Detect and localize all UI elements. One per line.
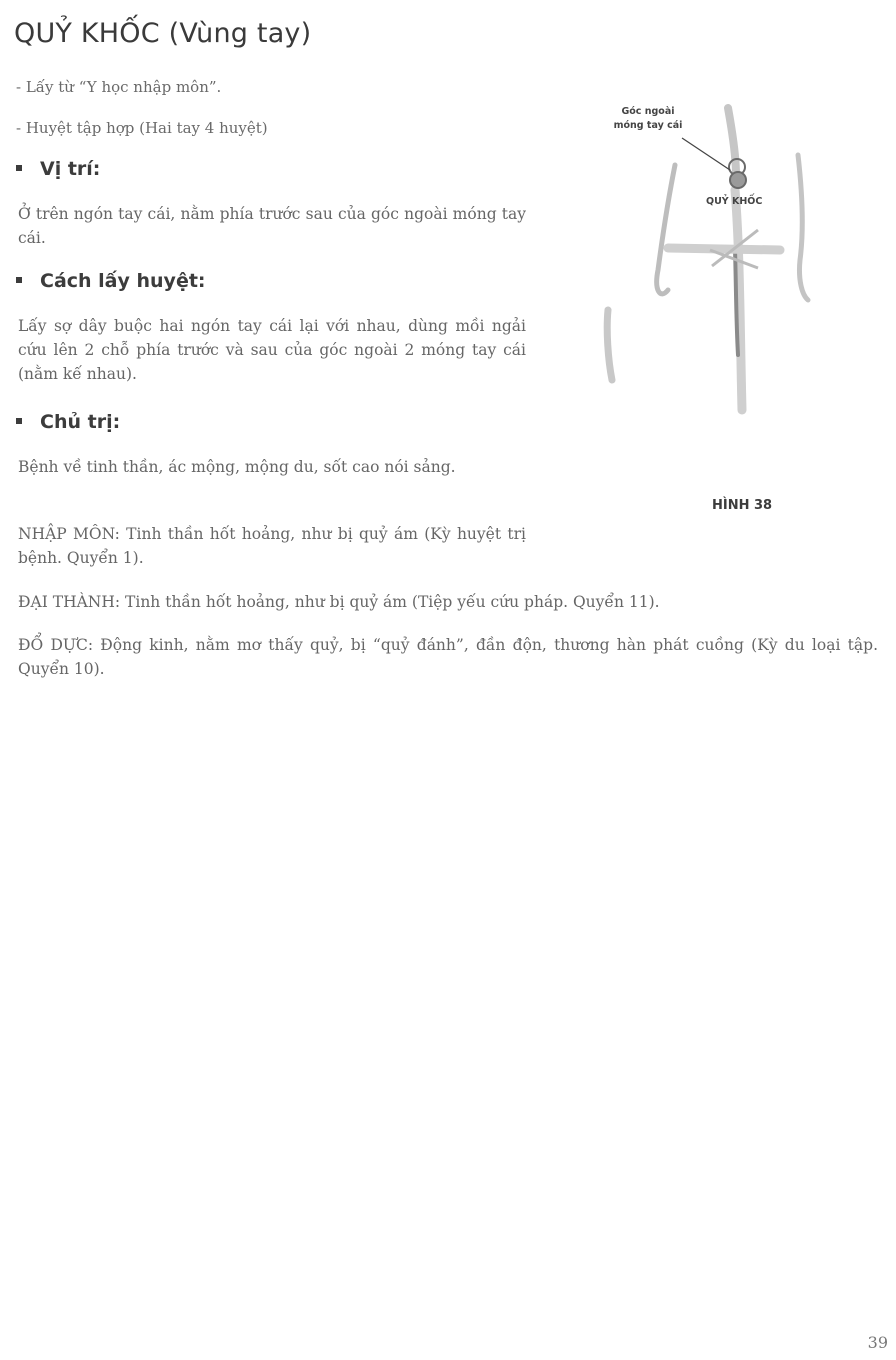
bullet-icon [16, 277, 22, 283]
section-heading-cach-lay-huyet [16, 270, 206, 292]
chu-tri-text: Bệnh về tinh thần, ác mộng, mộng du, sốt cao nói sảng. [18, 458, 456, 476]
hand-illustration [580, 100, 820, 450]
section-heading-chu-tri [16, 411, 120, 433]
page-number: 39 [867, 1333, 888, 1352]
reference-do-duc: ĐỔ DỰC: Động kinh, nằm mơ thấy quỷ, bị “quỷ đánh”, đần độn, thương hàn phát cuồng (Kỳ du loại tập. Quyển 10). [18, 636, 878, 678]
heading-label: Chủ trị: [40, 411, 121, 433]
group-note: - Huyệt tập hợp (Hai tay 4 huyệt) [16, 119, 268, 137]
reference-dai-thanh: ĐẠI THÀNH: Tinh thần hốt hoảng, như bị quỷ ám (Tiệp yếu cứu pháp. Quyển 11). [18, 593, 660, 611]
section-heading-vi-tri [16, 158, 100, 180]
source-note: - Lấy từ “Y học nhập môn”. [16, 78, 222, 96]
point-label: QUỶ KHỐC [706, 196, 763, 207]
reference-nhap-mon: NHẬP MÔN: Tinh thần hốt hoảng, như bị quỷ ám (Kỳ huyệt trị bệnh. Quyển 1). [18, 525, 526, 567]
vi-tri-text: Ở trên ngón tay cái, nằm phía trước sau của góc ngoài móng tay cái. [18, 205, 526, 247]
bullet-icon [16, 165, 22, 171]
figure-label-line1: Góc ngoài [621, 106, 675, 117]
heading-label: Vị trí: [40, 158, 101, 180]
figure-label-line2: móng tay cái [613, 120, 683, 131]
page-title: QUỶ KHỐC (Vùng tay) [14, 18, 312, 49]
figure-label [598, 105, 698, 133]
figure-caption: HÌNH 38 [712, 498, 773, 513]
heading-label: Cách lấy huyệt: [40, 270, 206, 292]
cach-lay-huyet-text: Lấy sợ dây buộc hai ngón tay cái lại với nhau, dùng mồi ngải cứu lên 2 chỗ phía trước và sau của góc ngoài 2 móng tay cái (nằm kế nhau). [18, 317, 526, 383]
thumbs-drawing-icon [580, 100, 820, 450]
bullet-icon [16, 418, 22, 424]
